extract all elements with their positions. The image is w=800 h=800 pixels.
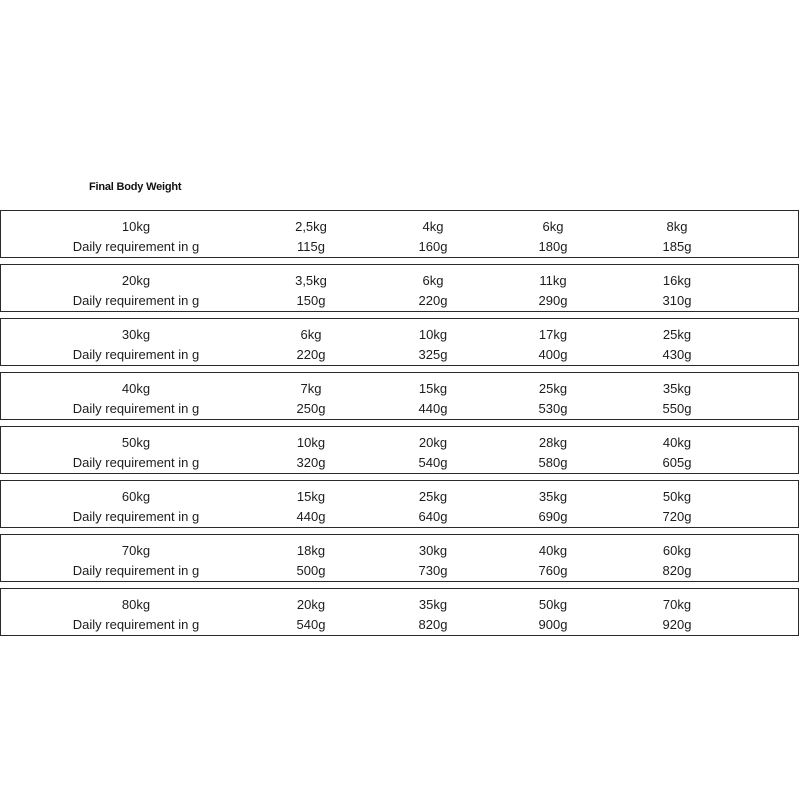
- weight-cell: 4kg: [422, 219, 444, 234]
- table-heading: Final Body Weight: [89, 181, 182, 193]
- weight-cell: 11kg: [539, 273, 567, 288]
- table-group-40kg: [0, 372, 799, 420]
- weight-cell: 3,5kg: [295, 273, 327, 288]
- requirement-cell: 820g: [418, 617, 448, 632]
- requirement-label: Daily requirement in g: [72, 455, 200, 470]
- weight-cell: 50kg: [538, 597, 568, 612]
- table-group-70kg: [0, 534, 799, 582]
- weight-cell: 70kg: [662, 597, 692, 612]
- requirement-cell: 580g: [538, 455, 568, 470]
- requirement-cell: 185g: [662, 239, 692, 254]
- requirement-cell: 640g: [418, 509, 448, 524]
- final-body-weight-cell: 30kg: [121, 327, 151, 342]
- weight-cell: 6kg: [542, 219, 564, 234]
- requirement-cell: 900g: [538, 617, 568, 632]
- weight-cell: 6kg: [300, 327, 322, 342]
- weight-cell: 35kg: [662, 381, 692, 396]
- requirement-label: Daily requirement in g: [72, 347, 200, 362]
- requirement-cell: 920g: [662, 617, 692, 632]
- final-body-weight-cell: 60kg: [121, 489, 151, 504]
- weight-cell: 17kg: [538, 327, 568, 342]
- requirement-cell: 440g: [296, 509, 326, 524]
- weight-cell: 20kg: [296, 597, 326, 612]
- weight-cell: 20kg: [418, 435, 448, 450]
- requirement-label: Daily requirement in g: [72, 617, 200, 632]
- weight-cell: 6kg: [422, 273, 444, 288]
- weight-cell: 50kg: [662, 489, 692, 504]
- weight-cell: 2,5kg: [295, 219, 327, 234]
- requirement-cell: 540g: [296, 617, 326, 632]
- requirement-cell: 115g: [297, 239, 325, 254]
- feeding-table: [0, 210, 799, 642]
- table-group-60kg: [0, 480, 799, 528]
- requirement-cell: 150g: [296, 293, 326, 308]
- requirement-cell: 500g: [296, 563, 326, 578]
- table-group-10kg: [0, 210, 799, 258]
- requirement-cell: 220g: [296, 347, 326, 362]
- weight-cell: 7kg: [300, 381, 322, 396]
- weight-cell: 16kg: [662, 273, 692, 288]
- final-body-weight-cell: 70kg: [121, 543, 151, 558]
- requirement-label: Daily requirement in g: [72, 563, 200, 578]
- weight-cell: 15kg: [418, 381, 448, 396]
- requirement-cell: 180g: [538, 239, 568, 254]
- weight-cell: 40kg: [538, 543, 568, 558]
- requirement-cell: 325g: [418, 347, 448, 362]
- requirement-cell: 160g: [418, 239, 448, 254]
- weight-cell: 25kg: [418, 489, 448, 504]
- final-body-weight-cell: 20kg: [121, 273, 151, 288]
- weight-cell: 25kg: [662, 327, 692, 342]
- final-body-weight-cell: 40kg: [121, 381, 151, 396]
- requirement-cell: 760g: [538, 563, 568, 578]
- requirement-cell: 530g: [538, 401, 568, 416]
- weight-cell: 35kg: [538, 489, 568, 504]
- weight-cell: 10kg: [296, 435, 326, 450]
- requirement-cell: 690g: [538, 509, 568, 524]
- weight-cell: 25kg: [538, 381, 568, 396]
- final-body-weight-cell: 50kg: [121, 435, 151, 450]
- requirement-cell: 550g: [662, 401, 692, 416]
- final-body-weight-cell: 10kg: [121, 219, 151, 234]
- requirement-cell: 440g: [418, 401, 448, 416]
- requirement-cell: 220g: [418, 293, 448, 308]
- weight-cell: 15kg: [296, 489, 326, 504]
- requirement-label: Daily requirement in g: [72, 293, 200, 308]
- requirement-label: Daily requirement in g: [72, 509, 200, 524]
- table-group-80kg: [0, 588, 799, 636]
- weight-cell: 28kg: [538, 435, 568, 450]
- requirement-cell: 310g: [662, 293, 692, 308]
- requirement-cell: 730g: [418, 563, 448, 578]
- requirement-cell: 820g: [662, 563, 692, 578]
- weight-cell: 40kg: [662, 435, 692, 450]
- requirement-cell: 290g: [538, 293, 568, 308]
- requirement-cell: 720g: [662, 509, 692, 524]
- weight-cell: 30kg: [418, 543, 448, 558]
- final-body-weight-cell: 80kg: [121, 597, 151, 612]
- weight-cell: 35kg: [418, 597, 448, 612]
- requirement-cell: 540g: [418, 455, 448, 470]
- weight-cell: 18kg: [296, 543, 326, 558]
- requirement-cell: 605g: [662, 455, 692, 470]
- table-group-30kg: [0, 318, 799, 366]
- table-group-50kg: [0, 426, 799, 474]
- weight-cell: 10kg: [418, 327, 448, 342]
- requirement-label: Daily requirement in g: [72, 239, 200, 254]
- weight-cell: 60kg: [662, 543, 692, 558]
- requirement-cell: 250g: [296, 401, 326, 416]
- requirement-cell: 320g: [296, 455, 326, 470]
- requirement-cell: 430g: [662, 347, 692, 362]
- weight-cell: 8kg: [666, 219, 688, 234]
- requirement-label: Daily requirement in g: [72, 401, 200, 416]
- table-group-20kg: [0, 264, 799, 312]
- requirement-cell: 400g: [538, 347, 568, 362]
